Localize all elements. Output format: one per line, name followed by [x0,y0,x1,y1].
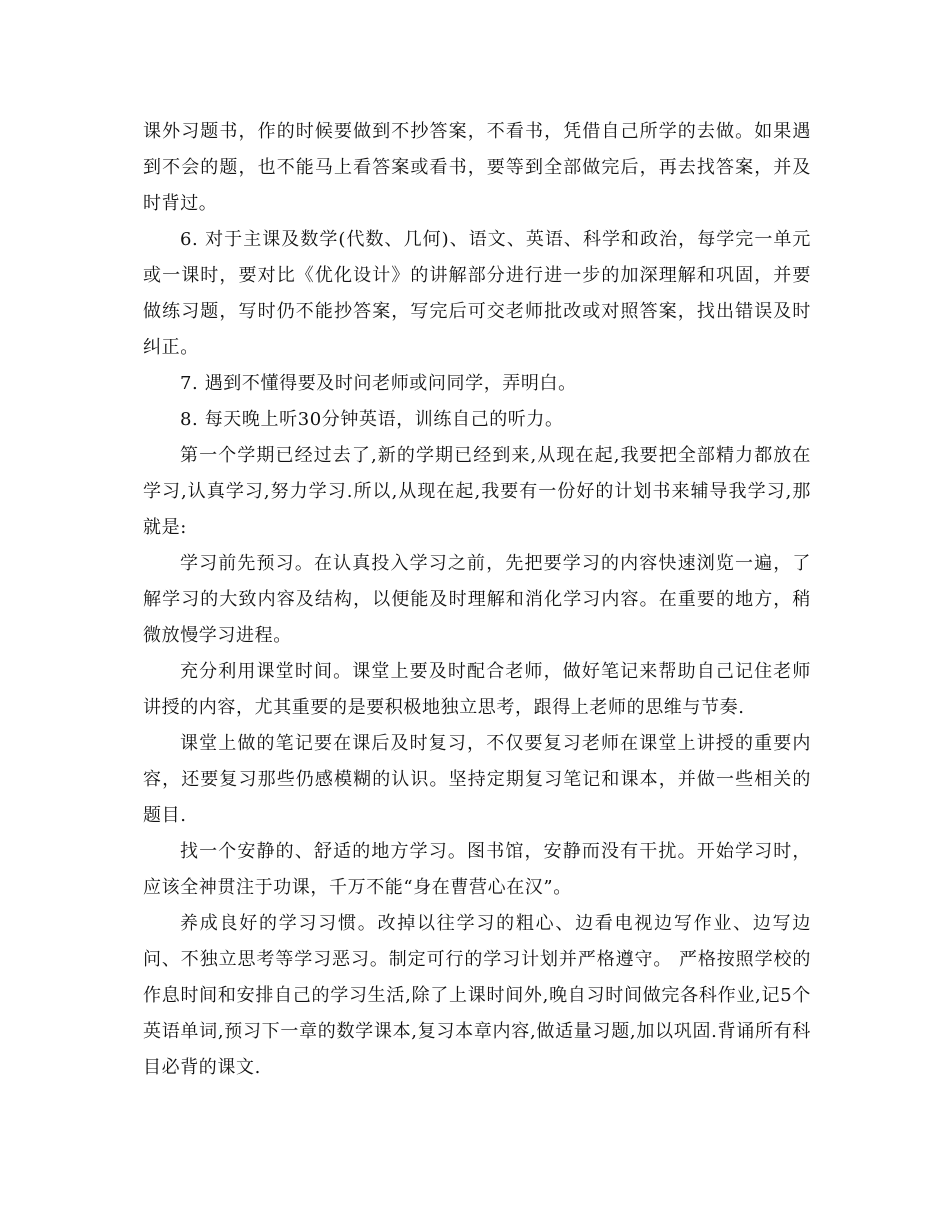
document-body [143,114,811,1086]
paragraph-good-habits: 养成良好的学习习惯。改掉以往学习的粗心、边看电视边写作业、边写边问、不独立思考等学习恶习。制定可行的学习计划并严格遵守。 严格按照学校的作息时间和安排自己的学习生活,除了上课时间外,晚自习时间做完各科作业,记5个英语单词,预习下一章的数学课本,复习本章内容,做适量习题,加以巩固.背诵所有科目必背的课文. [143,913,811,1078]
paragraph-preview: 学习前先预习。在认真投入学习之前，先把要学习的内容快速浏览一遍，了解学习的大致内容及结构，以便能及时理解和消化学习内容。在重要的地方，稍微放慢学习进程。 [143,553,811,646]
paragraph-new-semester: 第一个学期已经过去了,新的学期已经到来,从现在起,我要把全部精力都放在学习,认真学习,努力学习.所以,从现在起,我要有一份好的计划书来辅导我学习,那就是: [143,445,811,538]
paragraph-classroom-time: 充分利用课堂时间。课堂上要及时配合老师，做好笔记来帮助自己记住老师讲授的内容，尤其重要的是要积极地独立思考，跟得上老师的思维与节奏. [143,661,811,718]
paragraph-item-7: 7. 遇到不懂得要及时问老师或问同学，弄明白。 [180,373,577,394]
paragraph-exercise-books: 课外习题书，作的时候要做到不抄答案，不看书，凭借自己所学的去做。如果遇到不会的题，也不能马上看答案或看书，要等到全部做完后，再去找答案，并及时背过。 [143,121,811,214]
paragraph-item-6: 6. 对于主课及数学(代数、几何)、语文、英语、科学和政治，每学完一单元或一课时，要对比《优化设计》的讲解部分进行进一步的加深理解和巩固，并要做练习题，写时仍不能抄答案，写完后可交老师批改或对照答案，找出错误及时纠正。 [143,229,811,358]
paragraph-item-8: 8. 每天晚上听30分钟英语，训练自己的听力。 [180,409,564,430]
paragraph-review-notes: 课堂上做的笔记要在课后及时复习，不仅要复习老师在课堂上讲授的重要内容，还要复习那些仍感模糊的认识。坚持定期复习笔记和课本，并做一些相关的题目. [143,733,811,826]
paragraph-quiet-place: 找一个安静的、舒适的地方学习。图书馆，安静而没有干扰。开始学习时，应该全神贯注于功课，千万不能“身在曹营心在汉”。 [143,841,811,898]
